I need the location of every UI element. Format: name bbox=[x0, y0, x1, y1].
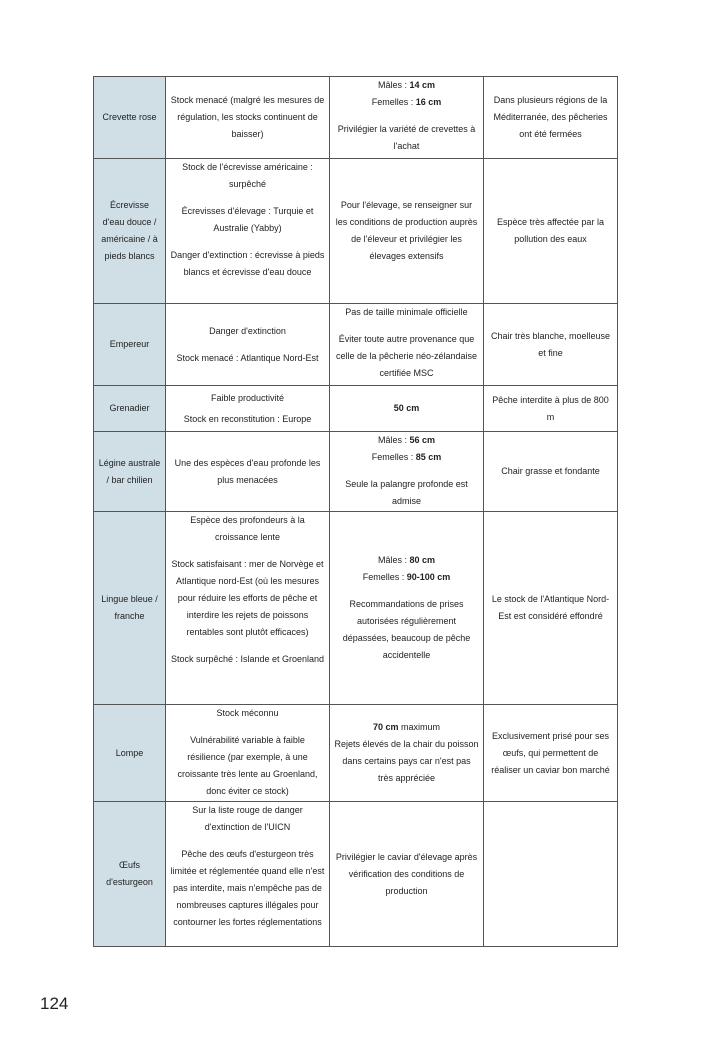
note-text: Pêche interdite à plus de 800 m bbox=[492, 394, 609, 422]
species-name-cell bbox=[94, 386, 166, 432]
stock-cell bbox=[166, 512, 330, 705]
size-text: Privilégier le caviar d'élevage après vérification des conditions de production bbox=[335, 851, 478, 896]
page-number: 124 bbox=[40, 994, 69, 1013]
size-cell bbox=[330, 512, 484, 705]
stock-text: Stock menacé : Atlantique Nord-Est bbox=[176, 352, 319, 363]
species-name: Écrevisse d'eau douce / américaine / à pieds blancs bbox=[101, 200, 158, 261]
species-name: Œufs d'esturgeon bbox=[106, 860, 153, 887]
stock-text: Stock satisfaisant : mer de Norvège et Atlantique nord-Est (où les mesures pour réduire les efforts de pêche et interdire les rejets de poissons rentables sont plutôt efficaces) bbox=[171, 559, 324, 637]
stock-cell bbox=[166, 432, 330, 512]
size-line bbox=[334, 569, 479, 586]
note-text: Chair grasse et fondante bbox=[501, 466, 600, 476]
species-name: Grenadier bbox=[109, 403, 150, 413]
table-row bbox=[94, 802, 618, 947]
note-cell bbox=[484, 802, 618, 947]
stock-cell bbox=[166, 304, 330, 386]
size-text: Femelles : bbox=[362, 572, 407, 582]
stock-text: Stock en reconstitution : Europe bbox=[183, 413, 312, 424]
size-text: Recommandations de prises autorisées régulièrement dépassées, beaucoup de pêche accidentelle bbox=[342, 599, 471, 660]
stock-text: Sur la liste rouge de danger d'extinction de l'UICN bbox=[192, 805, 303, 832]
note-cell bbox=[484, 304, 618, 386]
note-cell bbox=[484, 77, 618, 159]
size-text: Pas de taille minimale officielle bbox=[345, 307, 468, 317]
stock-text: Stock méconnu bbox=[216, 708, 279, 718]
size-line bbox=[334, 736, 479, 787]
size-line bbox=[334, 121, 479, 155]
size-line bbox=[334, 432, 479, 449]
note-cell bbox=[484, 159, 618, 304]
stock-text: Une des espèces d'eau profonde les plus menacées bbox=[174, 457, 321, 485]
size-cell bbox=[330, 77, 484, 159]
table-row bbox=[94, 304, 618, 386]
table-row bbox=[94, 386, 618, 432]
species-name-cell bbox=[94, 705, 166, 802]
species-name: Empereur bbox=[109, 339, 150, 349]
table-row bbox=[94, 512, 618, 705]
size-text: Seule la palangre profonde est admise bbox=[345, 479, 468, 506]
size-line bbox=[334, 476, 479, 510]
size-text: Pour l'élevage, se renseigner sur les conditions de production auprès de l'éleveur et privilégier les élevages extensifs bbox=[335, 200, 478, 261]
stock-cell bbox=[166, 802, 330, 947]
size-value: 85 cm bbox=[415, 452, 442, 462]
stock-text: Danger d'extinction : écrevisse à pieds blancs et écrevisse d'eau douce bbox=[170, 250, 325, 277]
stock-text: Danger d'extinction bbox=[209, 325, 286, 336]
species-name-cell bbox=[94, 304, 166, 386]
size-line bbox=[334, 719, 479, 736]
size-value: 16 cm bbox=[415, 97, 442, 107]
size-text: Femelles : bbox=[371, 97, 416, 107]
stock-text: Faible productivité bbox=[210, 392, 285, 403]
stock-cell bbox=[166, 705, 330, 802]
table-row bbox=[94, 77, 618, 159]
size-line bbox=[334, 400, 479, 417]
species-table-wrapper bbox=[93, 76, 617, 947]
species-name-cell bbox=[94, 802, 166, 947]
note-cell bbox=[484, 432, 618, 512]
stock-cell bbox=[166, 386, 330, 432]
stock-text: Pêche des œufs d'esturgeon très limitée et réglementée quand elle n'est pas interdite, mais n'empêche pas de nombreuses captures illégales pour contourner les fortes réglementations bbox=[170, 849, 325, 927]
size-text: Mâles : bbox=[377, 80, 410, 90]
size-text: Rejets élevés de la chair du poisson dans certains pays car n'est pas très appréciée bbox=[334, 739, 479, 783]
size-text: Éviter toute autre provenance que celle de la pêcherie néo-zélandaise certifiée MSC bbox=[335, 334, 478, 378]
size-text: Femelles : bbox=[371, 452, 416, 462]
size-cell bbox=[330, 159, 484, 304]
species-name: Légine australe / bar chilien bbox=[98, 457, 161, 485]
size-line bbox=[334, 596, 479, 664]
stock-cell bbox=[166, 77, 330, 159]
stock-text: Écrevisses d'élevage : Turquie et Australie (Yabby) bbox=[181, 206, 314, 233]
species-name: Lompe bbox=[115, 747, 144, 758]
size-value: 14 cm bbox=[409, 80, 436, 90]
size-cell bbox=[330, 705, 484, 802]
species-name: Lingue bleue / franche bbox=[101, 594, 158, 621]
size-cell bbox=[330, 432, 484, 512]
stock-text: Stock surpêché : Islande et Groenland bbox=[170, 654, 325, 664]
note-text: Exclusivement prisé pour ses œufs, qui permettent de réaliser un caviar bon marché bbox=[491, 730, 610, 775]
note-cell bbox=[484, 705, 618, 802]
note-cell bbox=[484, 386, 618, 432]
size-text: maximum bbox=[398, 722, 441, 732]
stock-text: Espèce des profondeurs à la croissance lente bbox=[190, 515, 305, 542]
stock-cell bbox=[166, 159, 330, 304]
note-text: Chair très blanche, moelleuse et fine bbox=[490, 330, 611, 358]
size-value: 90-100 cm bbox=[406, 572, 451, 582]
note-text: Espèce très affectée par la pollution des eaux bbox=[497, 217, 604, 244]
note-cell bbox=[484, 512, 618, 705]
stock-text: Stock menacé (malgré les mesures de régulation, les stocks continuent de baisser) bbox=[170, 95, 325, 139]
species-name-cell bbox=[94, 159, 166, 304]
species-name-cell bbox=[94, 432, 166, 512]
size-line bbox=[334, 449, 479, 466]
size-line bbox=[334, 77, 479, 94]
size-text: Mâles : bbox=[377, 435, 410, 445]
size-cell bbox=[330, 802, 484, 947]
size-line bbox=[334, 94, 479, 111]
size-value: 50 cm bbox=[393, 403, 420, 413]
table-row bbox=[94, 432, 618, 512]
size-value: 70 cm bbox=[372, 722, 399, 732]
species-table bbox=[93, 76, 618, 947]
stock-text: Stock de l'écrevisse américaine : surpêché bbox=[182, 162, 313, 189]
size-text: Mâles : bbox=[377, 555, 410, 565]
table-row bbox=[94, 705, 618, 802]
table-row bbox=[94, 159, 618, 304]
size-value: 56 cm bbox=[409, 435, 436, 445]
species-table-body bbox=[94, 77, 618, 947]
species-name-cell bbox=[94, 512, 166, 705]
stock-text: Vulnérabilité variable à faible résilience (par exemple, à une croissante très lente au Groenland, donc éviter ce stock) bbox=[177, 735, 318, 796]
size-cell bbox=[330, 386, 484, 432]
species-name-cell bbox=[94, 77, 166, 159]
size-cell bbox=[330, 304, 484, 386]
note-text: Dans plusieurs régions de la Méditerranée, des pêcheries ont été fermées bbox=[493, 95, 608, 139]
size-line bbox=[334, 552, 479, 569]
species-name: Crevette rose bbox=[102, 112, 157, 122]
note-text: Le stock de l'Atlantique Nord-Est est considéré effondré bbox=[491, 594, 610, 621]
size-value: 80 cm bbox=[409, 555, 436, 565]
size-text: Privilégier la variété de crevettes à l'achat bbox=[337, 124, 476, 151]
